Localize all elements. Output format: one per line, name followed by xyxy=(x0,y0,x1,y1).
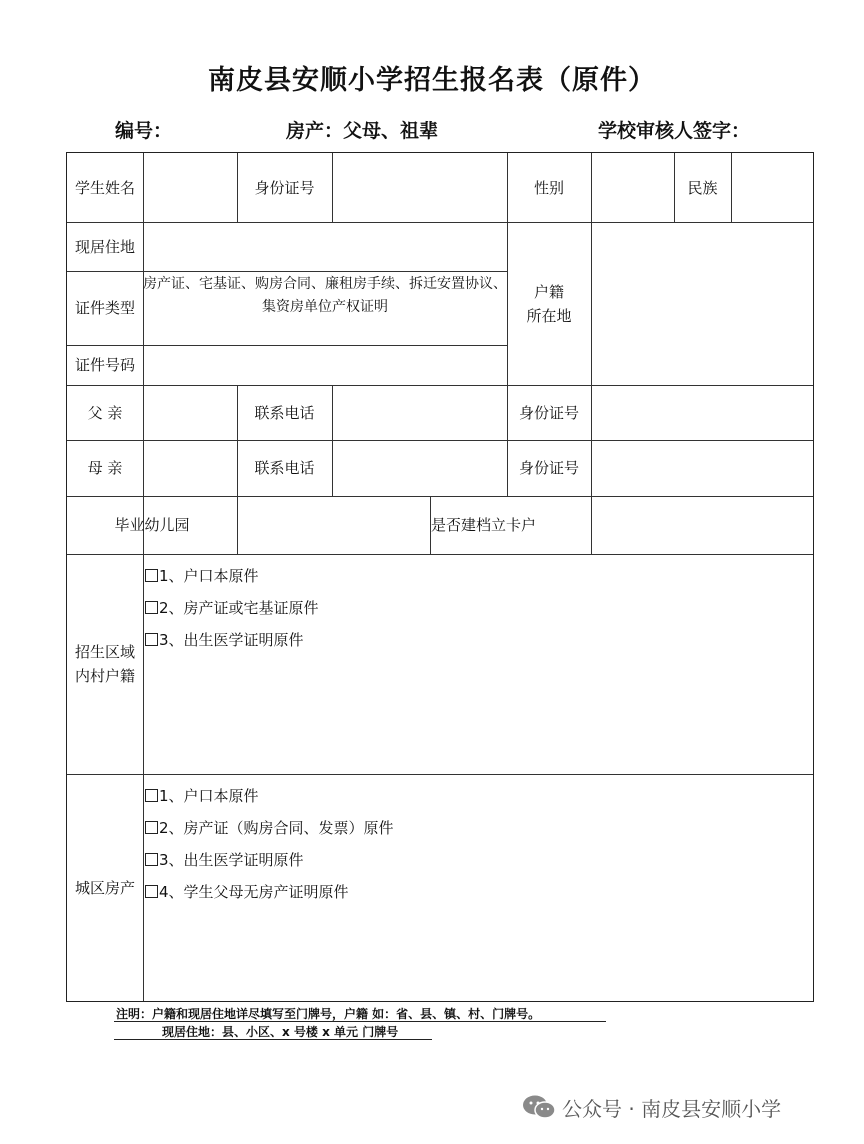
household-location-label xyxy=(507,271,591,337)
mother-name-field[interactable] xyxy=(143,440,237,496)
zone-checkbox-item[interactable]: 2、房产证或宅基证原件 xyxy=(145,597,319,618)
watermark-text: 公众号 · 南皮县安顺小学 xyxy=(562,1096,782,1121)
ethnicity-field[interactable] xyxy=(731,153,813,222)
zone-label xyxy=(67,554,143,774)
father-label: 父 亲 xyxy=(87,403,123,422)
note-line-2: 现居住地：县、小区、x 号楼 x 单元 门牌号 xyxy=(162,1025,399,1039)
note-underline xyxy=(114,1021,606,1022)
poverty-card-label: 是否建档立卡户 xyxy=(431,516,537,534)
mother-phone-label: 联系电话 xyxy=(254,459,315,477)
checkbox-icon[interactable] xyxy=(145,633,158,646)
row-divider xyxy=(67,774,813,775)
household-location-line1: 户籍 xyxy=(533,283,564,301)
note-line-1: 注明：户籍和现居住地详尽填写至门牌号，户籍 如：省、县、镇、村、门牌号。 xyxy=(116,1007,541,1021)
zone-label-line1: 招生区域 xyxy=(74,643,135,661)
checkbox-icon[interactable] xyxy=(145,789,158,802)
registration-form-table xyxy=(66,152,814,1002)
city-checkbox-item[interactable]: 1、户口本原件 xyxy=(145,785,259,806)
kindergarten-label: 毕业幼儿园 xyxy=(114,516,190,534)
zone-checkbox-item[interactable]: 1、户口本原件 xyxy=(145,565,259,586)
cert-type-label: 证件类型 xyxy=(74,299,135,317)
checkbox-icon[interactable] xyxy=(145,569,158,582)
cert-number-label: 证件号码 xyxy=(74,356,135,374)
number-label: 编号： xyxy=(115,120,173,142)
father-id-field[interactable] xyxy=(591,385,813,440)
mother-id-label: 身份证号 xyxy=(518,459,579,477)
household-location-line2: 所在地 xyxy=(526,307,572,325)
residence-label: 现居住地 xyxy=(74,237,135,256)
city-checkbox-item[interactable]: 2、房产证（购房合同、发票）原件 xyxy=(145,817,394,838)
gender-field[interactable] xyxy=(591,153,674,222)
mother-phone-field[interactable] xyxy=(332,440,507,496)
property-label: 房产：父母、祖辈 xyxy=(286,120,439,142)
checkbox-icon[interactable] xyxy=(145,885,158,898)
gender-label: 性别 xyxy=(533,178,564,197)
poverty-card-field[interactable] xyxy=(591,496,813,554)
checkbox-icon[interactable] xyxy=(145,601,158,614)
signature-label: 学校审核人签字： xyxy=(598,120,751,142)
city-checkbox-item[interactable]: 3、出生医学证明原件 xyxy=(145,849,304,870)
cert-type-options: 房产证、宅基证、购房合同、廉租房手续、拆迁安置协议、集资房单位产权证明 xyxy=(143,276,507,315)
row-divider xyxy=(67,554,813,555)
kindergarten-field[interactable] xyxy=(237,496,430,554)
checkbox-icon[interactable] xyxy=(145,821,158,834)
city-property-label: 城区房产 xyxy=(74,878,135,897)
father-name-field[interactable] xyxy=(143,385,237,440)
wechat-icon xyxy=(522,1094,556,1120)
checkbox-icon[interactable] xyxy=(145,853,158,866)
residence-field[interactable] xyxy=(143,222,507,271)
cert-number-field[interactable] xyxy=(143,345,507,385)
student-id-field[interactable] xyxy=(332,153,507,222)
watermark xyxy=(522,1092,781,1122)
note-underline xyxy=(114,1039,432,1040)
father-phone-label: 联系电话 xyxy=(254,403,315,422)
zone-checkbox-item[interactable]: 3、出生医学证明原件 xyxy=(145,629,304,650)
form-title: 南皮县安顺小学招生报名表（原件） xyxy=(208,65,656,96)
student-name-field[interactable] xyxy=(143,153,237,222)
mother-label: 母 亲 xyxy=(87,459,123,477)
mother-id-field[interactable] xyxy=(591,440,813,496)
student-name-label: 学生姓名 xyxy=(74,178,135,197)
city-checkbox-item[interactable]: 4、学生父母无房产证明原件 xyxy=(145,881,349,902)
student-id-label: 身份证号 xyxy=(254,178,315,197)
father-id-label: 身份证号 xyxy=(518,403,579,422)
zone-label-line2: 内村户籍 xyxy=(74,667,135,685)
father-phone-field[interactable] xyxy=(332,385,507,440)
household-location-field[interactable] xyxy=(591,222,813,385)
ethnicity-label: 民族 xyxy=(687,178,718,197)
